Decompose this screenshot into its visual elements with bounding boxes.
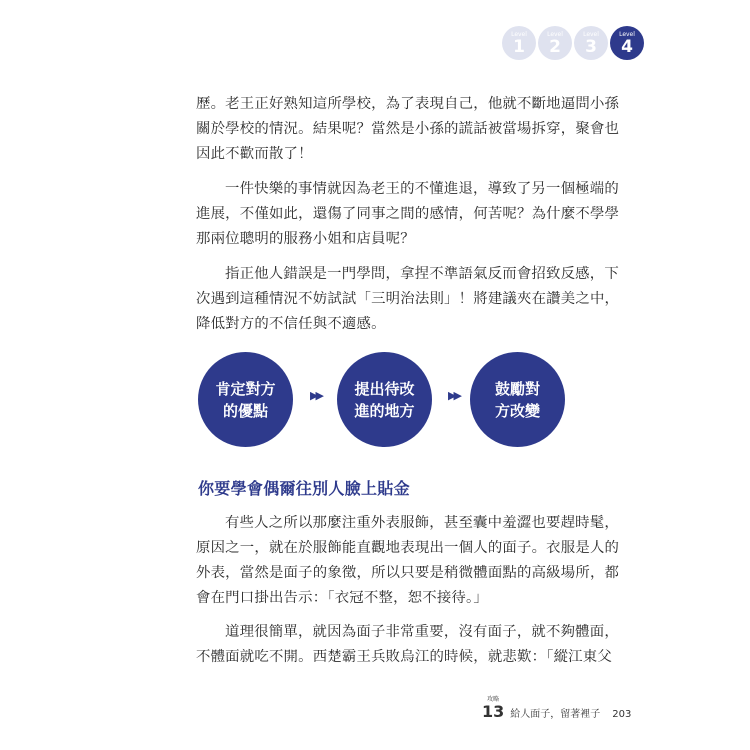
step-3-line-2: 方改變 bbox=[494, 401, 540, 420]
text-line: 那兩位聰明的服務小姐和店員呢？ bbox=[196, 231, 415, 247]
level-number: 1 bbox=[513, 36, 525, 57]
text-line: 原因之一，就在於服飾能直觀地表現出一個人的面子。衣服是人的 bbox=[196, 540, 620, 556]
step-1-circle bbox=[198, 352, 293, 447]
step-1-line-1: 肯定對方 bbox=[215, 379, 276, 398]
level-1-badge bbox=[502, 26, 536, 60]
text-line: 關於學校的情況。結果呢？當然是小孫的謊話被當場拆穿，聚會也 bbox=[196, 121, 620, 137]
paragraph-5 bbox=[196, 620, 619, 670]
text-line: 進展，不僅如此，還傷了同事之間的感情，何苦呢？為什麼不學學 bbox=[196, 206, 620, 222]
paragraph-4 bbox=[196, 511, 620, 611]
chapter-word: 攻略 bbox=[487, 696, 500, 703]
level-3-badge bbox=[574, 26, 608, 60]
page-footer bbox=[482, 696, 631, 720]
level-word: Level bbox=[511, 30, 527, 38]
chapter-marker bbox=[482, 696, 504, 720]
paragraph-1 bbox=[196, 92, 620, 167]
paragraph-3 bbox=[196, 262, 620, 337]
text-line: 指正他人錯誤是一門學問，拿捏不準語氣反而會招致反感，下 bbox=[225, 266, 619, 282]
level-2-badge bbox=[538, 26, 572, 60]
chapter-number: 13 bbox=[482, 702, 505, 721]
step-2-line-1: 提出待改 bbox=[354, 379, 415, 398]
text-line: 有些人之所以那麼注重外表服飾，甚至囊中羞澀也要趕時髦， bbox=[225, 515, 619, 531]
level-indicator bbox=[502, 26, 644, 60]
level-number: 2 bbox=[549, 36, 561, 57]
text-line: 道理很簡單，就因為面子非常重要，沒有面子，就不夠體面， bbox=[225, 624, 619, 640]
page-number: 203 bbox=[612, 709, 632, 720]
level-word: Level bbox=[583, 30, 599, 38]
text-line: 外表，當然是面子的象徵，所以只要是稍微體面點的高級場所，都 bbox=[196, 565, 620, 581]
sandwich-rule-diagram bbox=[198, 352, 568, 462]
text-line: 降低對方的不信任與不適感。 bbox=[196, 316, 386, 332]
step-3-circle bbox=[470, 352, 565, 447]
step-3-line-1: 鼓勵對 bbox=[494, 379, 540, 398]
text-line: 不體面就吃不開。西楚霸王兵敗烏江的時候，就悲歎：「縱江東父 bbox=[196, 649, 612, 665]
step-2-circle bbox=[337, 352, 432, 447]
step-1-line-2: 的優點 bbox=[222, 401, 268, 420]
level-number: 3 bbox=[585, 36, 597, 57]
chapter-title: 給人面子，留著裡子 bbox=[510, 709, 601, 720]
text-line: 因此不歡而散了！ bbox=[196, 146, 313, 162]
level-word: Level bbox=[547, 30, 563, 38]
text-line: 一件快樂的事情就因為老王的不懂進退，導致了另一個極端的 bbox=[225, 181, 619, 197]
section-heading: 你要學會偶爾往別人臉上貼金 bbox=[198, 479, 410, 498]
level-word: Level bbox=[619, 30, 635, 38]
text-line: 會在門口掛出告示：「衣冠不整，恕不接待。」 bbox=[196, 590, 489, 606]
arrow-icon: ▶▶ bbox=[448, 389, 459, 402]
arrow-icon: ▶▶ bbox=[310, 389, 321, 402]
text-line: 次遇到這種情況不妨試試「三明治法則」！將建議夾在讚美之中， bbox=[196, 291, 620, 307]
text-line: 歷。老王正好熟知這所學校，為了表現自己，他就不斷地逼問小孫 bbox=[196, 96, 620, 112]
step-2-line-2: 進的地方 bbox=[354, 401, 415, 420]
paragraph-2 bbox=[196, 177, 620, 252]
level-number: 4 bbox=[621, 36, 633, 57]
level-4-badge-active bbox=[610, 26, 644, 60]
